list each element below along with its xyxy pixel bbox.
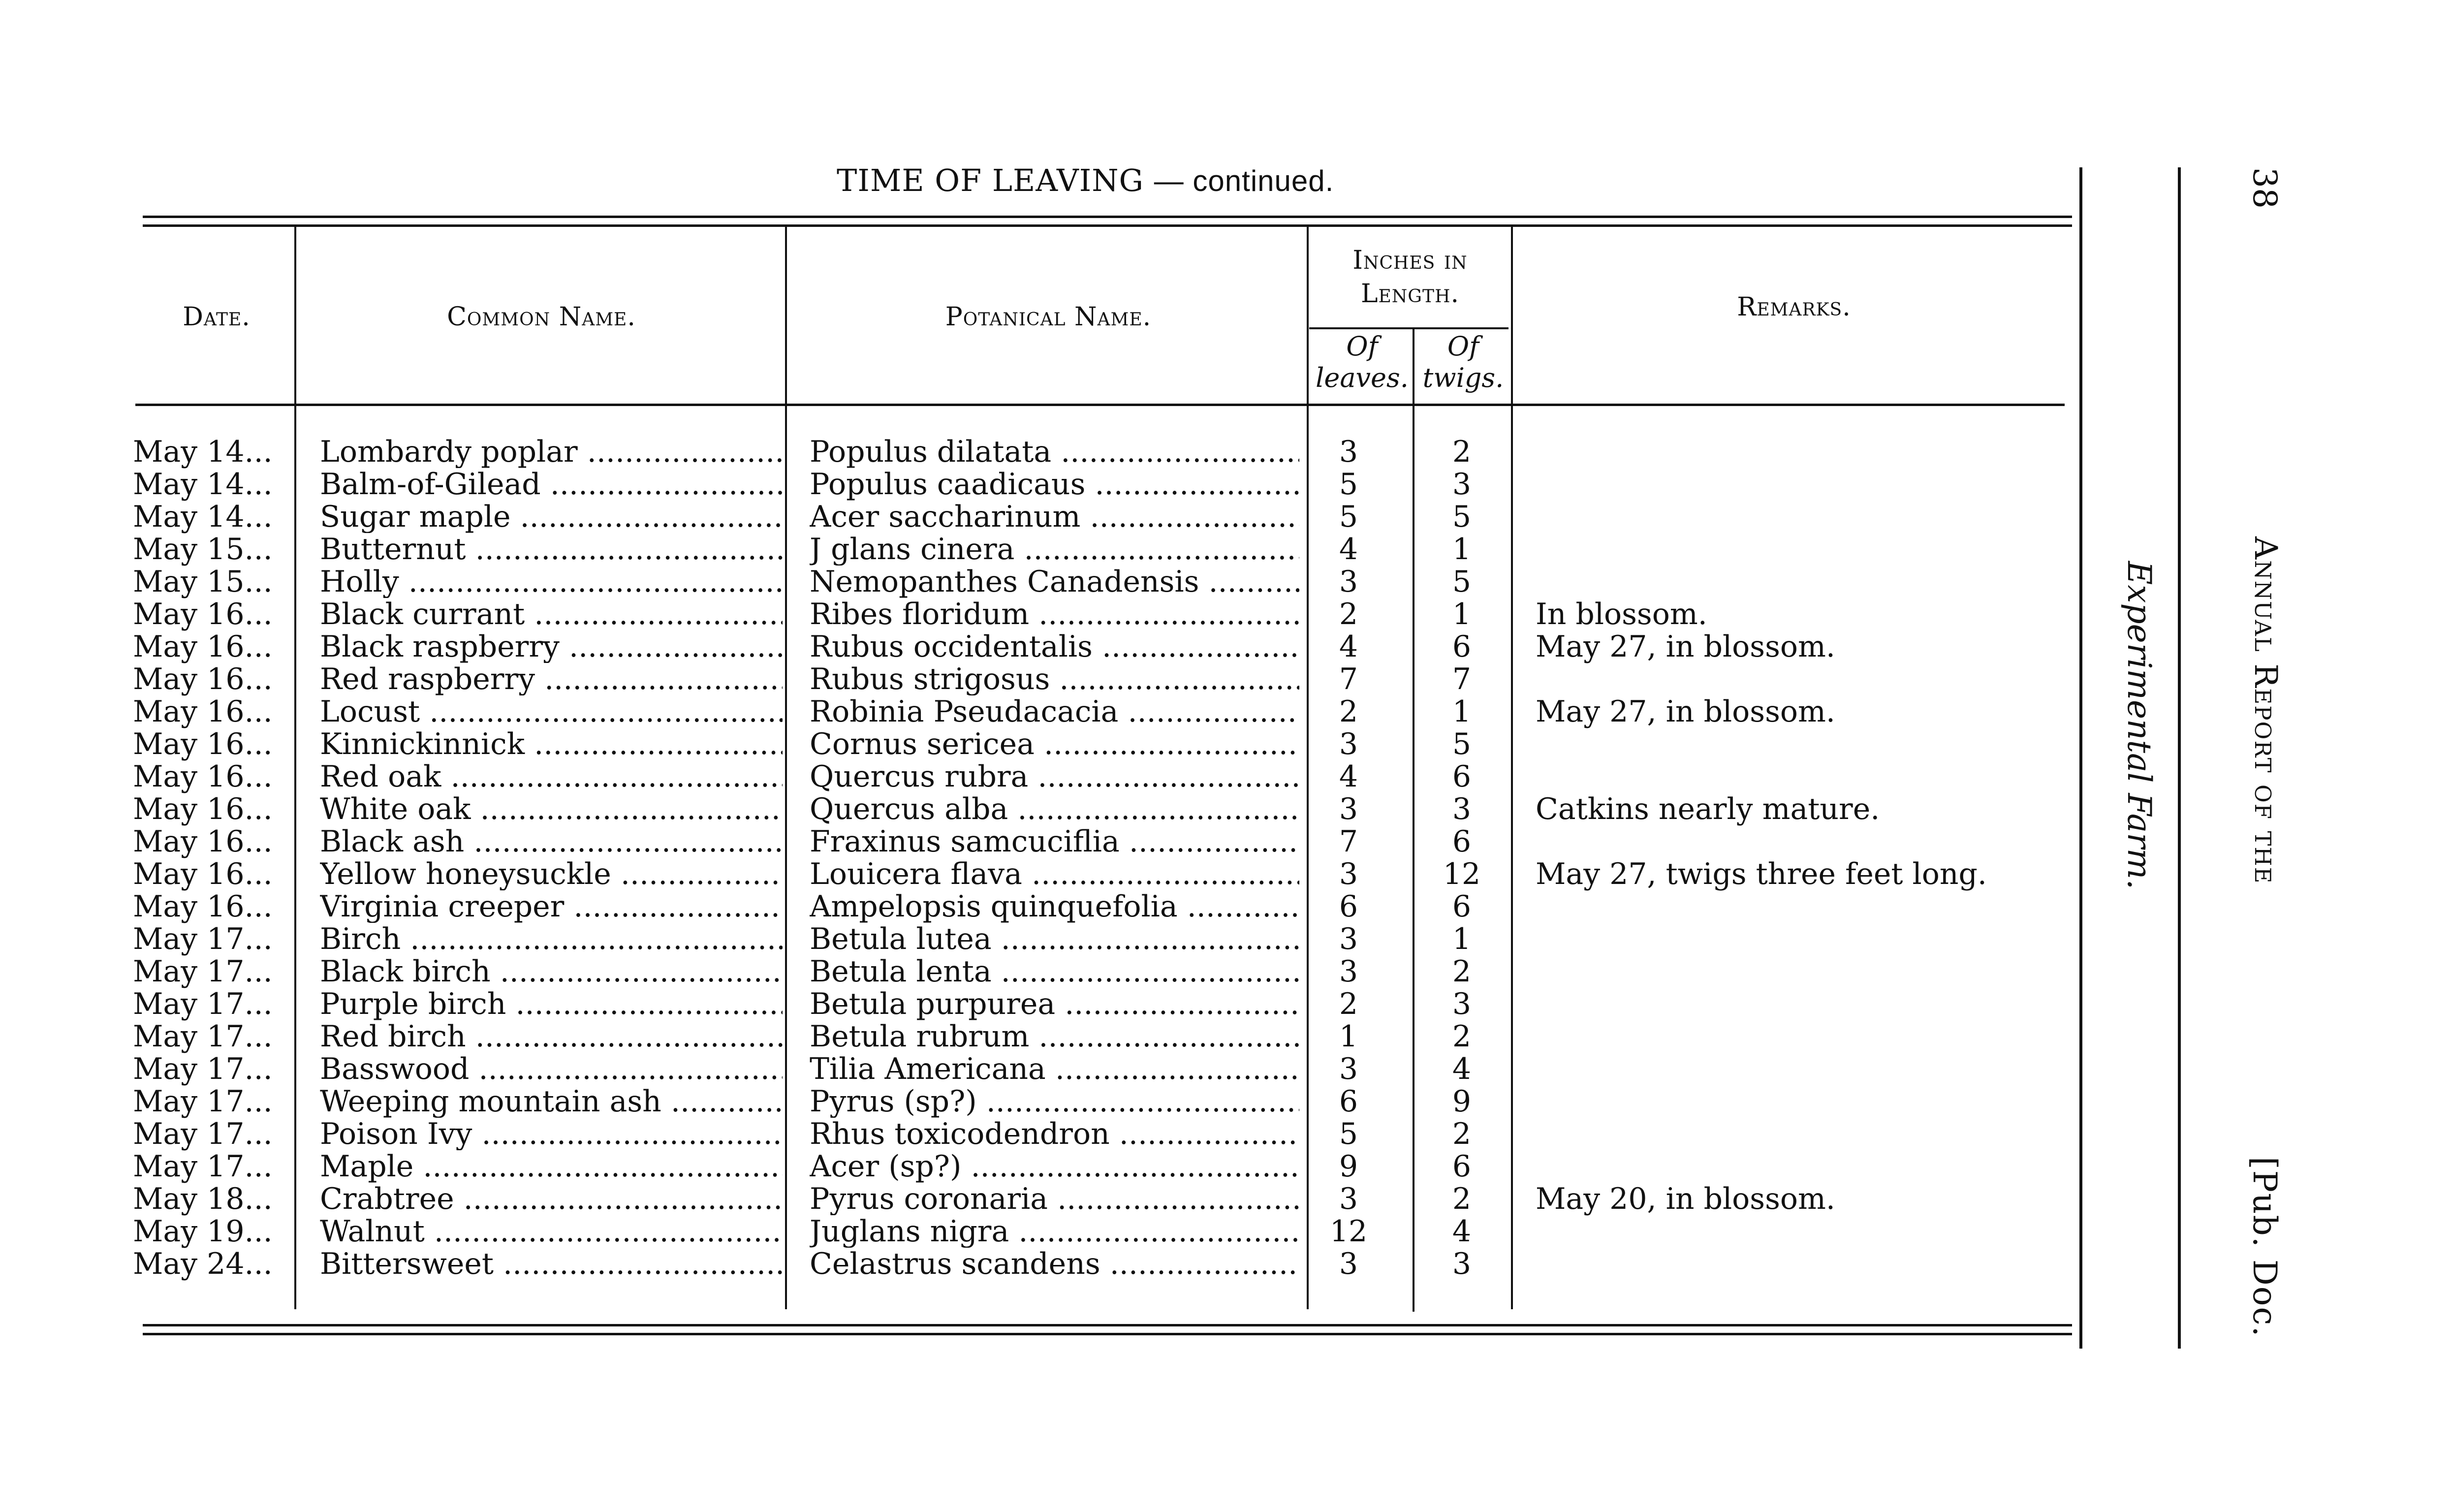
twigs-length-cell: 2: [1452, 1117, 1472, 1151]
leaves-length-cell: 3: [1339, 1052, 1358, 1086]
botanical-name-cell: Ampelopsis quinquefolia .....: [810, 890, 1299, 923]
top-rule-1: [143, 216, 2072, 218]
leaves-length-cell: 6: [1339, 889, 1358, 924]
date-cell: May 17 ...: [133, 1085, 273, 1118]
table-row: [0, 566, 2116, 598]
botanical-name-cell: J glans cinera .....: [810, 533, 1299, 566]
common-name-cell: Maple .....: [320, 1150, 783, 1183]
common-name-cell: Weeping mountain ash .....: [320, 1085, 783, 1118]
title-main: TIME OF LEAVING: [837, 162, 1144, 198]
common-name-cell: Locust .....: [320, 695, 783, 728]
common-name-cell: Walnut .....: [320, 1215, 783, 1248]
common-name-cell: Yellow honeysuckle .....: [320, 858, 783, 890]
table-row: [0, 1085, 2116, 1118]
table-row: [0, 630, 2116, 663]
leaves-length-cell: 5: [1339, 467, 1358, 502]
header-remarks: Remarks.: [1737, 292, 1851, 322]
botanical-name-cell: Nemopanthes Canadensis .....: [810, 566, 1299, 598]
twigs-length-cell: 3: [1452, 987, 1472, 1021]
table-row: [0, 436, 2116, 468]
leaves-length-cell: 4: [1339, 630, 1358, 664]
bottom-rule-2: [143, 1333, 2072, 1335]
date-cell: May 16 ...: [133, 793, 273, 825]
twigs-length-cell: 6: [1452, 889, 1472, 924]
twigs-length-cell: 3: [1452, 467, 1472, 502]
date-cell: May 14 ...: [133, 501, 273, 533]
twigs-length-cell: 6: [1452, 1149, 1472, 1184]
botanical-name-cell: Betula lenta .....: [810, 955, 1299, 988]
common-name-cell: Butternut .....: [320, 533, 783, 566]
botanical-name-cell: Betula rubrum .....: [810, 1020, 1299, 1053]
date-cell: May 17 ...: [133, 923, 273, 955]
table-row: [0, 1183, 2116, 1215]
leaves-length-cell: 3: [1339, 954, 1358, 989]
remarks-cell: May 27, twigs three feet long.: [1536, 857, 1987, 891]
common-name-cell: Poison Ivy .....: [320, 1118, 783, 1150]
botanical-name-cell: Fraxinus samcuciflia .....: [810, 825, 1299, 858]
date-cell: May 17 ...: [133, 955, 273, 988]
twigs-length-cell: 5: [1452, 500, 1472, 534]
twigs-length-cell: 4: [1452, 1052, 1472, 1086]
common-name-cell: Red raspberry .....: [320, 663, 783, 695]
common-name-cell: Crabtree .....: [320, 1183, 783, 1215]
common-name-cell: Balm-of-Gilead .....: [320, 468, 783, 501]
date-cell: May 15 ...: [133, 566, 273, 598]
leaves-length-cell: 7: [1339, 662, 1358, 696]
common-name-cell: Birch .....: [320, 923, 783, 955]
remarks-cell: May 20, in blossom.: [1536, 1182, 1835, 1216]
running-head: Annual Report of the: [2247, 536, 2284, 884]
twigs-length-cell: 6: [1452, 759, 1472, 794]
date-cell: May 14 ...: [133, 436, 273, 468]
table-row: [0, 1150, 2116, 1183]
table-row: [0, 695, 2116, 728]
common-name-cell: Black raspberry .....: [320, 630, 783, 663]
botanical-name-cell: Tilia Americana .....: [810, 1053, 1299, 1085]
running-head-suffix: [Pub. Doc.: [2246, 1157, 2284, 1338]
table-row: [0, 858, 2116, 890]
table-title: [837, 162, 1334, 198]
twigs-length-cell: 6: [1452, 630, 1472, 664]
leaves-length-cell: 3: [1339, 1182, 1358, 1216]
leaves-length-cell: 9: [1339, 1149, 1358, 1184]
date-cell: May 17 ...: [133, 1150, 273, 1183]
table-row: [0, 793, 2116, 825]
twigs-length-cell: 3: [1452, 792, 1472, 826]
twigs-length-cell: 1: [1452, 694, 1472, 729]
date-cell: May 16 ...: [133, 663, 273, 695]
botanical-name-cell: Populus caadicaus .....: [810, 468, 1299, 501]
table-row: [0, 988, 2116, 1020]
botanical-name-cell: Rubus occidentalis .....: [810, 630, 1299, 663]
table-row: [0, 468, 2116, 501]
date-cell: May 16 ...: [133, 825, 273, 858]
twigs-length-cell: 6: [1452, 824, 1472, 859]
page-number: 38: [2246, 167, 2284, 209]
date-cell: May 17 ...: [133, 1053, 273, 1085]
side-title: Experimental Farm.: [2120, 561, 2158, 890]
leaves-length-cell: 4: [1339, 759, 1358, 794]
leaves-length-cell: 3: [1339, 435, 1358, 469]
table-row: [0, 1053, 2116, 1085]
common-name-cell: Holly .....: [320, 566, 783, 598]
leaves-length-cell: 3: [1339, 727, 1358, 761]
table-row: [0, 598, 2116, 630]
leaves-length-cell: 5: [1339, 500, 1358, 534]
leaves-length-cell: 7: [1339, 824, 1358, 859]
common-name-cell: Basswood .....: [320, 1053, 783, 1085]
twigs-length-cell: 1: [1452, 532, 1472, 567]
table-row: [0, 1020, 2116, 1053]
date-cell: May 16 ...: [133, 598, 273, 630]
leaves-length-cell: 12: [1329, 1214, 1368, 1249]
date-cell: May 18 ...: [133, 1183, 273, 1215]
header-of-leaves: Of leaves.: [1316, 331, 1409, 393]
remarks-cell: May 27, in blossom.: [1536, 630, 1835, 664]
table-row: [0, 663, 2116, 695]
leaves-length-cell: 2: [1339, 694, 1358, 729]
twigs-length-cell: 12: [1443, 857, 1481, 891]
common-name-cell: Red oak .....: [320, 760, 783, 793]
botanical-name-cell: Ribes floridum .....: [810, 598, 1299, 630]
table-row: [0, 1118, 2116, 1150]
page-border-outer: [2178, 167, 2181, 1349]
date-cell: May 14 ...: [133, 468, 273, 501]
table-row: [0, 760, 2116, 793]
common-name-cell: Sugar maple .....: [320, 501, 783, 533]
common-name-cell: Virginia creeper .....: [320, 890, 783, 923]
botanical-name-cell: Juglans nigra .....: [810, 1215, 1299, 1248]
remarks-cell: In blossom.: [1536, 597, 1707, 631]
botanical-name-cell: Quercus alba .....: [810, 793, 1299, 825]
common-name-cell: Red birch .....: [320, 1020, 783, 1053]
leaves-length-cell: 2: [1339, 597, 1358, 631]
bottom-rule-1: [143, 1324, 2072, 1326]
date-cell: May 15 ...: [133, 533, 273, 566]
header-bottom-rule: [135, 404, 2065, 406]
twigs-length-cell: 7: [1452, 662, 1472, 696]
leaves-length-cell: 3: [1339, 1247, 1358, 1281]
date-cell: May 16 ...: [133, 890, 273, 923]
leaves-length-cell: 3: [1339, 565, 1358, 599]
botanical-name-cell: Rubus strigosus .....: [810, 663, 1299, 695]
date-cell: May 17 ...: [133, 1118, 273, 1150]
top-rule-2: [143, 224, 2072, 227]
common-name-cell: Black ash .....: [320, 825, 783, 858]
table-row: [0, 825, 2116, 858]
common-name-cell: Lombardy poplar .....: [320, 436, 783, 468]
header-botanical-name: Potanical Name.: [945, 302, 1152, 332]
table-row: [0, 728, 2116, 760]
botanical-name-cell: Betula purpurea .....: [810, 988, 1299, 1020]
twigs-length-cell: 9: [1452, 1084, 1472, 1119]
common-name-cell: Purple birch .....: [320, 988, 783, 1020]
twigs-length-cell: 4: [1452, 1214, 1472, 1249]
table-row: [0, 890, 2116, 923]
botanical-name-cell: Celastrus scandens .....: [810, 1248, 1299, 1280]
table-row: [0, 533, 2116, 566]
botanical-name-cell: Betula lutea .....: [810, 923, 1299, 955]
botanical-name-cell: Pyrus (sp?) .....: [810, 1085, 1299, 1118]
leaves-length-cell: 6: [1339, 1084, 1358, 1119]
inches-sub-rule: [1309, 327, 1508, 329]
twigs-length-cell: 3: [1452, 1247, 1472, 1281]
remarks-cell: May 27, in blossom.: [1536, 694, 1835, 729]
common-name-cell: Black birch .....: [320, 955, 783, 988]
date-cell: May 16 ...: [133, 695, 273, 728]
header-inches-in-length: Inches in Length.: [1352, 246, 1468, 309]
botanical-name-cell: Populus dilatata .....: [810, 436, 1299, 468]
table-row: [0, 501, 2116, 533]
date-cell: May 16 ...: [133, 728, 273, 760]
leaves-length-cell: 1: [1339, 1019, 1358, 1054]
date-cell: May 24 ...: [133, 1248, 273, 1280]
twigs-length-cell: 2: [1452, 435, 1472, 469]
twigs-length-cell: 1: [1452, 922, 1472, 956]
leaves-length-cell: 2: [1339, 987, 1358, 1021]
botanical-name-cell: Acer saccharinum .....: [810, 501, 1299, 533]
title-suffix: — continued.: [1154, 164, 1334, 197]
botanical-name-cell: Quercus rubra .....: [810, 760, 1299, 793]
remarks-cell: Catkins nearly mature.: [1536, 792, 1880, 826]
twigs-length-cell: 5: [1452, 727, 1472, 761]
common-name-cell: Bittersweet .....: [320, 1248, 783, 1280]
header-of-twigs: Of twigs.: [1422, 331, 1504, 393]
date-cell: May 19 ...: [133, 1215, 273, 1248]
header-common-name: Common Name.: [447, 302, 636, 332]
leaves-length-cell: 3: [1339, 792, 1358, 826]
date-cell: May 17 ...: [133, 988, 273, 1020]
date-cell: May 16 ...: [133, 858, 273, 890]
botanical-name-cell: Cornus sericea .....: [810, 728, 1299, 760]
twigs-length-cell: 2: [1452, 1019, 1472, 1054]
common-name-cell: Kinnickinnick .....: [320, 728, 783, 760]
botanical-name-cell: Acer (sp?) .....: [810, 1150, 1299, 1183]
leaves-length-cell: 3: [1339, 857, 1358, 891]
leaves-length-cell: 3: [1339, 922, 1358, 956]
botanical-name-cell: Robinia Pseudacacia .....: [810, 695, 1299, 728]
date-cell: May 17 ...: [133, 1020, 273, 1053]
common-name-cell: Black currant .....: [320, 598, 783, 630]
botanical-name-cell: Pyrus coronaria .....: [810, 1183, 1299, 1215]
leaves-length-cell: 5: [1339, 1117, 1358, 1151]
header-date: Date.: [183, 302, 251, 332]
twigs-length-cell: 1: [1452, 597, 1472, 631]
common-name-cell: White oak .....: [320, 793, 783, 825]
twigs-length-cell: 2: [1452, 954, 1472, 989]
table-row: [0, 955, 2116, 988]
twigs-length-cell: 5: [1452, 565, 1472, 599]
table-row: [0, 1248, 2116, 1280]
date-cell: May 16 ...: [133, 760, 273, 793]
table-row: [0, 1215, 2116, 1248]
table-row: [0, 923, 2116, 955]
leaves-length-cell: 4: [1339, 532, 1358, 567]
twigs-length-cell: 2: [1452, 1182, 1472, 1216]
botanical-name-cell: Rhus toxicodendron .....: [810, 1118, 1299, 1150]
botanical-name-cell: Louicera flava .....: [810, 858, 1299, 890]
date-cell: May 16 ...: [133, 630, 273, 663]
